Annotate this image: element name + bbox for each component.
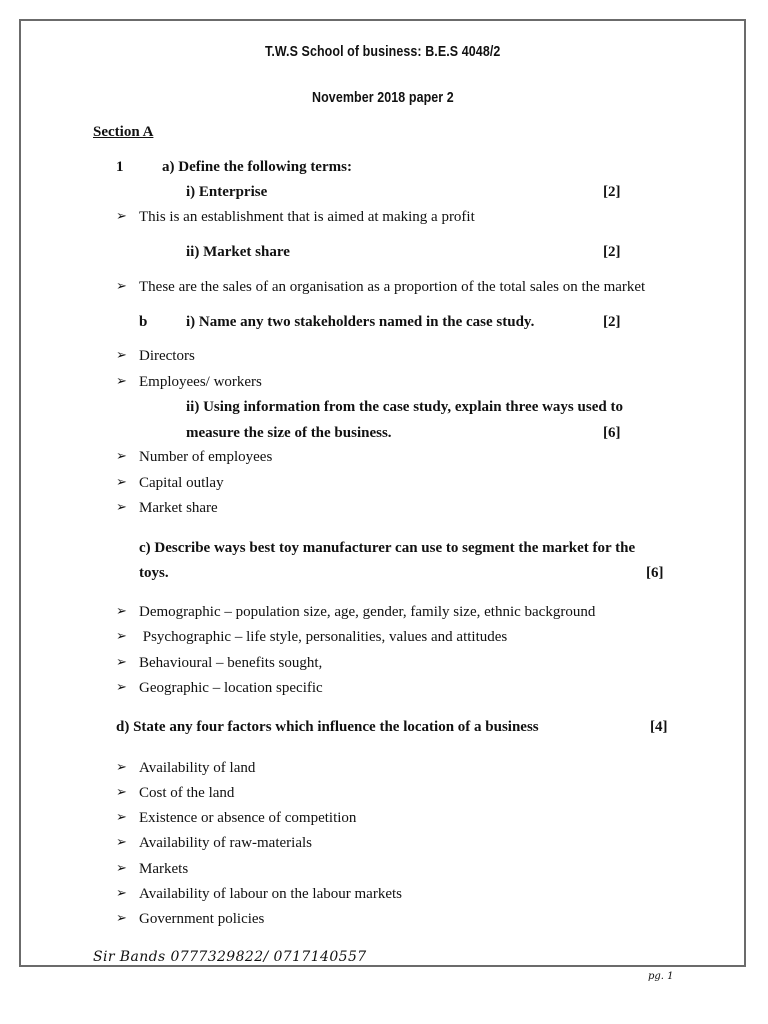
question-1c-line1: c) Describe ways best toy manufacturer can use to segment the market for the xyxy=(139,540,636,556)
bullet-arrow-icon: ➢ xyxy=(116,810,127,825)
bullet-arrow-icon: ➢ xyxy=(116,835,127,850)
answer-item: This is an establishment that is aimed at making a profit xyxy=(139,209,475,225)
question-1c-marks: [6] xyxy=(646,565,664,581)
bullet-arrow-icon: ➢ xyxy=(116,374,127,389)
document-subtitle: November 2018 paper 2 xyxy=(312,90,454,106)
answer-item: Cost of the land xyxy=(139,785,235,801)
question-1b-ii-line2: measure the size of the business. xyxy=(186,425,392,441)
answer-item: Government policies xyxy=(139,911,265,927)
answer-item: Employees/ workers xyxy=(139,374,262,390)
question-1b-i-label: i) Name any two stakeholders named in the case study. xyxy=(186,314,535,330)
page-border xyxy=(19,19,746,967)
question-1b-ii-line1: ii) Using information from the case study, explain three ways used to xyxy=(186,399,623,415)
footer-signature: Sir Bands 0777329822/ 0717140557 xyxy=(93,949,367,965)
bullet-arrow-icon: ➢ xyxy=(116,449,127,464)
bullet-arrow-icon: ➢ xyxy=(116,861,127,876)
document-title: T.W.S School of business: B.E.S 4048/2 xyxy=(265,44,501,60)
question-1c-line2: toys. xyxy=(139,565,169,581)
question-1a-ii-marks: [2] xyxy=(603,244,621,260)
question-1a-ii-label: ii) Market share xyxy=(186,244,290,260)
question-1d-marks: [4] xyxy=(650,719,668,735)
answer-item: Psychographic – life style, personalities, values and attitudes xyxy=(139,629,508,645)
question-1b-i-marks: [2] xyxy=(603,314,621,330)
bullet-arrow-icon: ➢ xyxy=(116,911,127,926)
bullet-arrow-icon: ➢ xyxy=(116,279,127,294)
bullet-arrow-icon: ➢ xyxy=(116,209,127,224)
answer-item: Capital outlay xyxy=(139,475,224,491)
question-1a-i-label: i) Enterprise xyxy=(186,184,268,200)
answer-item: Availability of raw-materials xyxy=(139,835,312,851)
question-1a-i-marks: [2] xyxy=(603,184,621,200)
answer-item: Behavioural – benefits sought, xyxy=(139,655,323,671)
bullet-arrow-icon: ➢ xyxy=(116,680,127,695)
answer-item: These are the sales of an organisation as a proportion of the total sales on the market xyxy=(139,279,646,295)
section-label: Section A xyxy=(93,124,154,140)
bullet-arrow-icon: ➢ xyxy=(116,629,127,644)
page-number: pg. 1 xyxy=(648,971,674,982)
question-number: 1 xyxy=(116,159,124,175)
answer-item: Demographic – population size, age, gender, family size, ethnic background xyxy=(139,604,596,620)
answer-item: Availability of labour on the labour markets xyxy=(139,886,402,902)
answer-item: Existence or absence of competition xyxy=(139,810,357,826)
answer-item: Market share xyxy=(139,500,218,516)
answer-item: Markets xyxy=(139,861,189,877)
bullet-arrow-icon: ➢ xyxy=(116,500,127,515)
question-1d-label: d) State any four factors which influence the location of a business xyxy=(116,719,539,735)
answer-item: Directors xyxy=(139,348,195,364)
bullet-arrow-icon: ➢ xyxy=(116,604,127,619)
answer-item: Number of employees xyxy=(139,449,273,465)
bullet-arrow-icon: ➢ xyxy=(116,475,127,490)
question-1a-heading: a) Define the following terms: xyxy=(162,159,352,175)
bullet-arrow-icon: ➢ xyxy=(116,886,127,901)
bullet-arrow-icon: ➢ xyxy=(116,655,127,670)
bullet-arrow-icon: ➢ xyxy=(116,348,127,363)
question-1b-ii-marks: [6] xyxy=(603,425,621,441)
bullet-arrow-icon: ➢ xyxy=(116,760,127,775)
bullet-arrow-icon: ➢ xyxy=(116,785,127,800)
answer-item: Geographic – location specific xyxy=(139,680,323,696)
answer-item: Availability of land xyxy=(139,760,256,776)
question-1b-letter: b xyxy=(139,314,148,330)
